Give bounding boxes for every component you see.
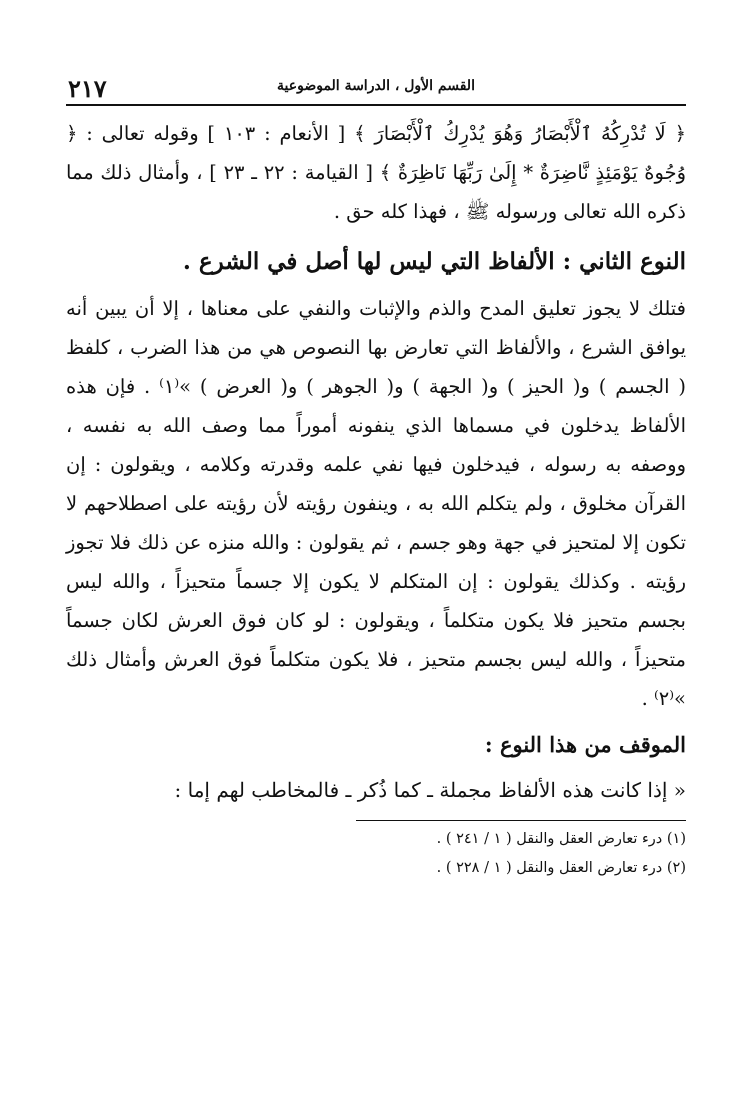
page-header [66,70,686,106]
footnote-1: (١) درء تعارض العقل والنقل ( ١ / ٢٤١ ) . [436,831,686,847]
paragraph-quote-start: « إذا كانت هذه الألفاظ مجملة ـ كما ذُكر ـ فالمخاطب لهم إما : [174,778,686,802]
paragraph-quran-citation: ﴿ لَا تُدْرِكُهُ ٱلْأَبْصَارُ وَهُوَ يُدْرِكُ ٱلْأَبْصَارَ ﴾ [ الأنعام : ١٠٣ ] وقوله تعالى : ﴿ وُجُوهٌ يَوْمَئِذٍ نَّاضِرَةٌ * إِلَىٰ رَبِّهَا نَاظِرَةٌ ﴾ [ القيامة : ٢٢ ـ ٢٣ ] ، وأمثال ذلك مما ذكره الله تعالى ورسوله ﷺ ، فهذا كله حق . [66,122,686,223]
running-title: القسم الأول ، الدراسة الموضوعية [277,78,475,94]
footnotes [66,825,686,883]
paragraph-main: فتلك لا يجوز تعليق المدح والذم والإثبات والنفي على معناها ، إلا أن يبين أنه يوافق الشرع ، والألفاظ التي تعارض بها النصوص هي من هذا الضرب ، كلفظ ( الجسم ) و( الحيز ) و( الجهة ) و( الجوهر ) و( العرض ) »⁽١⁾ . فإن هذه الألفاظ يدخلون في مسماها الذي ينفونه أموراً مما وصف الله به نفسه ، ووصفه به رسوله ، فيدخلون فيها نفي علمه وقدرته وكلامه ، ويقولون : إن القرآن مخلوق ، ولم يتكلم الله به ، وينفون رؤيته لأن رؤيته على اصطلاحهم لا تكون إلا لمتحيز في جهة وهو جسم ، ثم يقولون : والله منزه عن ذلك فلا تجوز رؤيته . وكذلك يقولون : إن المتكلم لا يكون إلا جسماً متحيزاً ، والله ليس بجسم متحيز فلا يكون متكلماً ، ويقولون : لو كان فوق العرش لكان جسماً متحيزاً ، والله ليس بجسم متحيز ، فلا يكون متكلماً فوق العرش وأمثال ذلك »⁽٢⁾ . [66,297,686,710]
page-body [66,114,686,810]
footnote-2: (٢) درء تعارض العقل والنقل ( ١ / ٢٢٨ ) . [436,860,686,876]
section-heading-second-type: النوع الثاني : الألفاظ التي ليس لها أصل في الشرع . [182,248,686,275]
page-number: ٢١٧ [68,74,107,103]
footnote-divider [356,820,686,821]
book-page [66,70,686,883]
subheading-position: الموقف من هذا النوع : [484,732,686,757]
